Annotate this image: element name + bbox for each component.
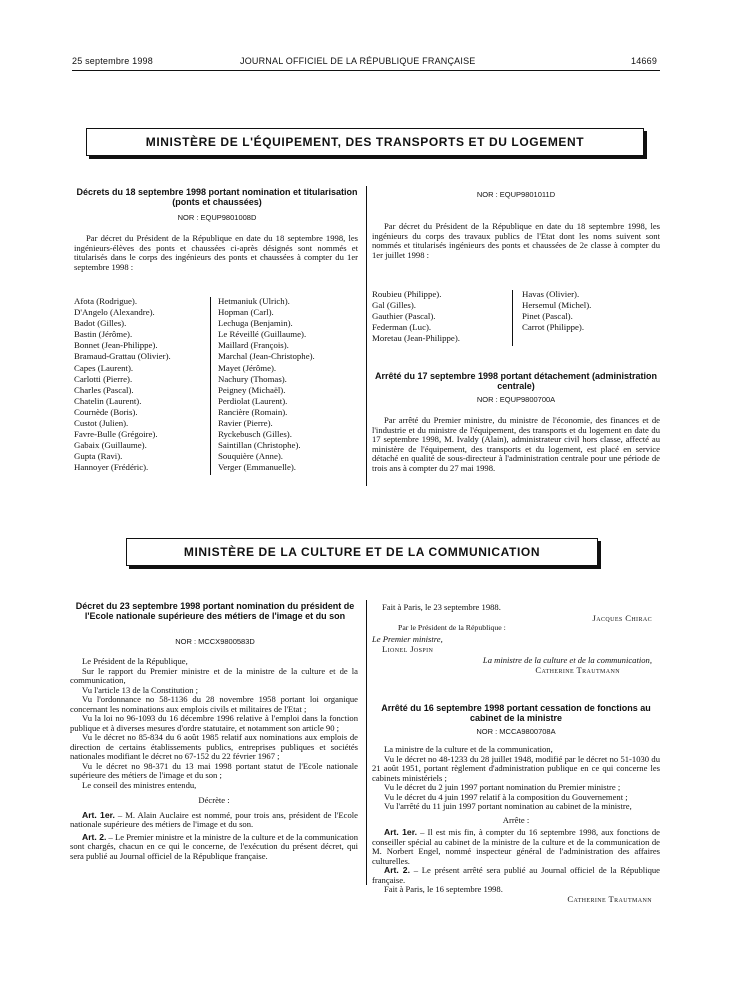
paragraph: Vu l'ordonnance no 58-1136 du 28 novembre 1958 portant loi organique concernant les nominations aux emplois civils et militaires de l'Etat ;: [70, 694, 358, 714]
arrete2-arrete: Arrête :: [502, 814, 530, 825]
decree3-body: [70, 657, 358, 861]
list-item: Souquière (Anne).: [218, 451, 283, 462]
list-item: Maillard (François).: [218, 340, 289, 351]
list-item: Havas (Olivier).: [522, 289, 580, 299]
arrete1-nor: NOR : EQUP9800700A: [476, 395, 556, 404]
list-item: Bramaud-Grattau (Olivier).: [74, 351, 171, 362]
list-item: Gabaix (Guillaume).: [74, 440, 147, 451]
list-item: D'Angelo (Alexandre).: [74, 307, 155, 318]
list-item: Chatelin (Laurent).: [74, 395, 142, 406]
header-page-number: 14669: [631, 56, 658, 66]
column-divider-bottom: [366, 600, 367, 885]
ministry-culture-banner: [126, 538, 598, 566]
list-item: Favre-Bulle (Grégoire).: [74, 429, 158, 440]
list-item: Hersemul (Michel).: [522, 300, 592, 311]
paragraph: La ministre de la culture et de la communication,: [384, 744, 553, 754]
arrete2-body: [372, 745, 660, 904]
decree3-min-title: La ministre de la culture et de la communication,: [482, 654, 652, 665]
decree1-title: Décrets du 18 septembre 1998 portant nomination et titularisation (ponts et chaussées): [76, 187, 358, 207]
decree2-nor: NOR : EQUP9801011D: [476, 190, 556, 199]
list-item: Carrot (Philippe).: [522, 322, 585, 333]
arrete1-text: Par arrêté du Premier ministre, du ministre de l'économie, des finances et de l'industrie et du ministre de l'équipement, des transports et du logement en date du 17 septembre 1998, M. Ivaldy (Alain), administrateur civil hors classe, affecté au ministère de l'équipement, des transports et du logement, est placé en service détaché en qualité de sous-directeur à l'administration centrale pour une période de trois ans à compter du 27 mai 1998.: [372, 415, 660, 473]
paragraph: Vu la loi no 96-1093 du 16 décembre 1996 relative à l'emploi dans la fonction publique et à diverses mesures d'ordre statutaire, et notamment son article 90 ;: [70, 713, 358, 733]
list-item: Ravier (Pierre).: [218, 418, 273, 429]
list-item: Federman (Luc).: [372, 322, 432, 333]
decree1-intro: Par décret du Président de la République en date du 18 septembre 1998, les ingénieurs-élèves des ponts et chaussées ci-après désignés sont nommés et titularisés dans le corps des ingénieurs des ponts et chaussées à compter du 1er septembre 1998 :: [74, 233, 358, 272]
list-item: Pinet (Pascal).: [522, 311, 573, 322]
list-item: Charles (Pascal).: [74, 384, 134, 395]
list-item: Marchal (Jean-Christophe).: [218, 351, 315, 362]
list-item: Hannoyer (Frédéric).: [74, 462, 149, 473]
list-item: Mayet (Jérôme).: [218, 362, 277, 373]
arrete2-title: Arrêté du 16 septembre 1998 portant cessation de fonctions au cabinet de la ministre: [381, 703, 651, 723]
list-item: Hetmaniuk (Ulrich).: [218, 296, 290, 306]
decree1-names-left: [74, 296, 171, 474]
decree2-names-right: [522, 289, 591, 333]
paragraph: Vu l'article 13 de la Constitution ;: [82, 684, 199, 695]
header-rule: [72, 70, 660, 71]
arrete2-fait: Fait à Paris, le 16 septembre 1998.: [384, 884, 503, 894]
list-item: Custot (Julien).: [74, 418, 129, 429]
decree3-signatures: [372, 602, 660, 676]
paragraph: Vu le décret no 48-1233 du 28 juillet 1948, modifié par le décret no 51-1030 du 21 août 1951, portant règlement d'administration publique en ce qui concerne les cabinets ministériels ;: [372, 753, 660, 783]
list-item: Cournède (Boris).: [74, 406, 138, 417]
decree3-par-le: Par le Président de la République :: [398, 623, 506, 632]
ministry-equipement-title: MINISTÈRE DE L'ÉQUIPEMENT, DES TRANSPORTS ET DU LOGEMENT: [145, 135, 585, 149]
list-item: Gupta (Ravi).: [74, 451, 123, 462]
paragraph: Sur le rapport du Premier ministre et de la ministre de la culture et de la communication,: [70, 665, 358, 685]
decree2-names-left: [372, 289, 460, 344]
decree2-list-divider: [512, 290, 513, 346]
decree3-title: Décret du 23 septembre 1998 portant nomination du président de l'Ecole nationale supérieure des métiers de l'image et du son: [75, 601, 355, 621]
list-item: Gauthier (Pascal).: [372, 311, 436, 322]
paragraph: Vu le décret du 2 juin 1997 portant nomination du Premier ministre ;: [384, 782, 621, 792]
list-item: Capes (Laurent).: [74, 362, 134, 373]
list-item: Verger (Emmanuelle).: [218, 462, 296, 473]
list-item: Moretau (Jean-Philippe).: [372, 333, 460, 344]
paragraph: Vu l'arrêté du 11 juin 1997 portant nomination au cabinet de la ministre,: [384, 801, 632, 811]
decree3-fait: Fait à Paris, le 23 septembre 1988.: [382, 602, 501, 612]
list-item: Gal (Gilles).: [372, 300, 416, 311]
paragraph: Vu le décret no 98-371 du 13 mai 1998 portant statut de l'Ecole nationale supérieure des métiers de l'image et du son ;: [70, 760, 358, 780]
list-item: Ryckebusch (Gilles).: [218, 429, 292, 440]
ministry-equipement-banner: [86, 128, 644, 156]
list-item: Le Réveillé (Guillaume).: [218, 329, 307, 340]
list-item: Afota (Rodrigue).: [74, 296, 138, 306]
ministry-culture-title: MINISTÈRE DE LA CULTURE ET DE LA COMMUNICATION: [183, 545, 541, 559]
decree3-article-1: Art. 1er. – M. Alain Auclaire est nommé, pour trois ans, président de l'Ecole nationale supérieure des métiers de l'image et du son.: [70, 809, 358, 829]
list-item: Perdiolat (Laurent).: [218, 395, 288, 406]
arrete2-article-2: Art. 2. – Le présent arrêté sera publié au Journal officiel de la République française.: [372, 865, 660, 885]
list-item: Bastin (Jérôme).: [74, 329, 133, 340]
list-item: Bonnet (Jean-Philippe).: [74, 340, 158, 351]
list-item: Nachury (Thomas).: [218, 373, 287, 384]
arrete1-title: Arrêté du 17 septembre 1998 portant détachement (administration centrale): [374, 371, 658, 391]
list-item: Hopman (Carl).: [218, 307, 274, 318]
paragraph: Le conseil des ministres entendu,: [82, 779, 197, 790]
list-item: Badot (Gilles).: [74, 318, 127, 329]
decree2-intro: Par décret du Président de la République en date du 18 septembre 1998, les ingénieurs du corps des travaux publics de l'Etat dont les noms suivent sont nommés et titularisés ingénieurs des ponts et chaussées de 2e classe à compter du 1er juillet 1998 :: [372, 221, 660, 260]
list-item: Saintillan (Christophe).: [218, 440, 301, 451]
decree1-names-right: [218, 296, 315, 474]
arrete2-nor: NOR : MCCA9800708A: [476, 727, 556, 736]
arrete2-article-1: Art. 1er. – Il est mis fin, à compter du 16 septembre 1998, aux fonctions de conseiller spécial au cabinet de la ministre de la culture et de la communication de M. Norbert Engel, nommé inspecteur général de l'administration des affaires culturelles.: [372, 827, 660, 866]
decree3-min-name: Catherine Trautmann: [535, 665, 620, 675]
decree1-nor: NOR : EQUP9801008D: [177, 213, 257, 222]
list-item: Carlotti (Pierre).: [74, 373, 133, 384]
list-item: Roubieu (Philippe).: [372, 289, 442, 299]
paragraph: Le Président de la République,: [82, 656, 188, 666]
list-item: Rancière (Romain).: [218, 406, 288, 417]
decree3-signer: Jacques Chirac: [592, 612, 652, 623]
decree3-pm-name: Lionel Jospin: [382, 644, 434, 654]
arrete2-signer: Catherine Trautmann: [567, 893, 652, 904]
list-item: Lechuga (Benjamin).: [218, 318, 293, 329]
header-date: 25 septembre 1998: [72, 56, 153, 66]
decree3-nor: NOR : MCCX9800583D: [175, 637, 255, 646]
decree3-decrete: Décrète :: [198, 795, 230, 805]
decree3-article-2: Art. 2. – Le Premier ministre et la ministre de la culture et de la communication sont chargés, chacun en ce qui le concerne, de l'exécution du présent décret, qui sera publié au Journal officiel de la République française.: [70, 831, 359, 861]
list-item: Peigney (Michaël).: [218, 384, 286, 395]
paragraph: Vu le décret du 4 juin 1997 relatif à la composition du Gouvernement ;: [384, 791, 628, 802]
paragraph: Vu le décret no 85-834 du 6 août 1985 relatif aux nominations aux emplois de direction de certains établissements publics, entreprises publiques et sociétés nationales modifiant le décret no 67-152 du 22 février 1967 ;: [70, 732, 358, 761]
decree1-list-divider: [210, 297, 211, 475]
decree3-pm-title: Le Premier ministre,: [372, 633, 443, 644]
column-divider-top: [366, 186, 367, 486]
header-journal: JOURNAL OFFICIEL DE LA RÉPUBLIQUE FRANÇAISE: [240, 56, 476, 66]
